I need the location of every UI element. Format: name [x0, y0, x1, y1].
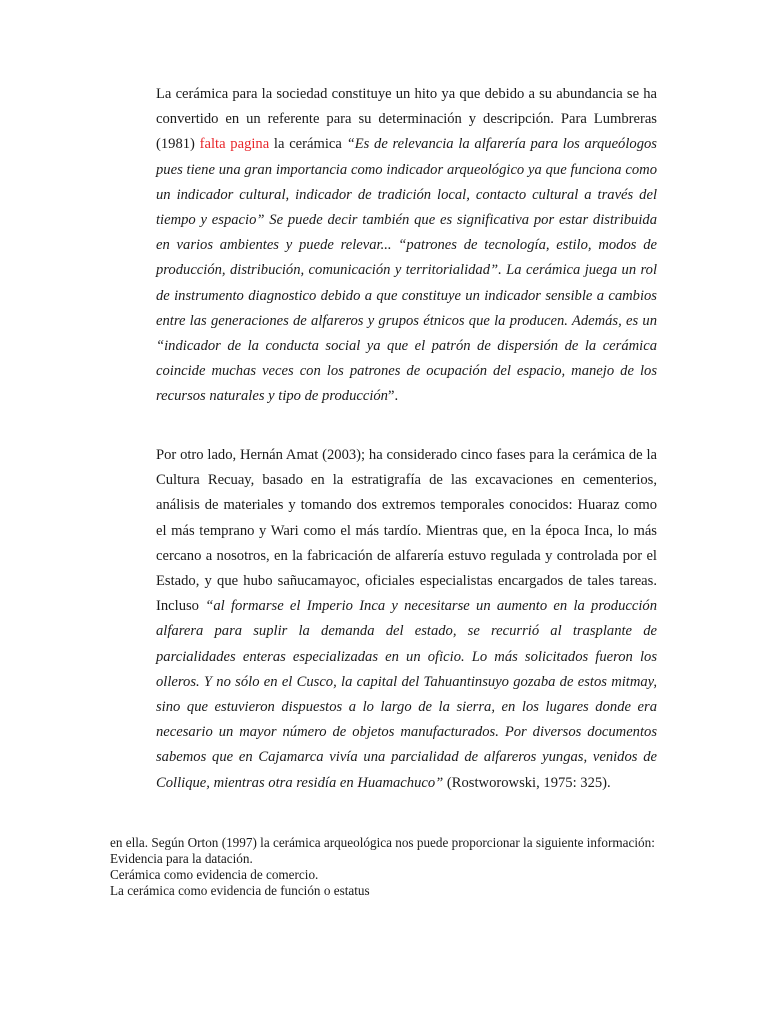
paragraph-text: ”.	[387, 388, 399, 405]
paragraph-text: la cerámica	[269, 136, 347, 153]
paragraph-text: Por otro lado, Hernán Amat (2003); ha considerado cinco fases para la cerámica de la Cultura Recuay, basado en la estratigrafía de las excavaciones en cementerios, análisis de materiales y tomando dos extremos temporales conocidos: Huaraz como el más temprano y Wari como el más tardío. Mientras que, en la época Inca, lo más cercano a nosotros, en la fabricación de alfarería estuvo regulada y controlada por el Estado, y que hubo sañucamayoc, oficiales especialistas encargados de tales tareas. Incluso	[156, 447, 657, 615]
paragraph-ceramica-lumbreras	[156, 82, 657, 410]
paragraph-amat-recuay	[156, 443, 657, 796]
orton-list	[110, 835, 670, 899]
citation-text: (Rostworowski, 1975: 325).	[443, 774, 611, 791]
list-item: Cerámica como evidencia de comercio.	[110, 867, 319, 882]
quoted-text: “Es de relevancia la alfarería para los arqueólogos pues tiene una gran importancia como indicador arqueológico ya que funciona como un indicador cultural, indicador de tradición local, contacto cultural a través del tiempo y espacio” Se puede decir también que es significativa por estar distribuida en varios ambientes y puede relevar... “patrones de tecnología, estilo, modos de producción, distribución, comunicación y territorialidad”. La cerámica juega un rol de instrumento diagnostico debido a que constituye un indicador sensible a cambios entre las generaciones de alfareros y grupos étnicos que la producen. Además, es un “indicador de la conducta social ya que el patrón de dispersión de la cerámica coincide muchas veces con los patrones de ocupación del espacio, manejo de los recursos naturales y tipo de producción	[156, 136, 657, 405]
list-item: Evidencia para la datación.	[110, 851, 253, 866]
paragraph-text: La cerámica para la sociedad constituye un hito ya que debido a su abundancia se ha convertido en un referente para su determinación y descripción. Para Lumbreras (1981)	[156, 86, 657, 153]
missing-page-note: falta pagina	[199, 136, 270, 153]
list-intro: en ella. Según Orton (1997) la cerámica arqueológica nos puede proporcionar la siguiente información:	[110, 835, 655, 850]
list-item: La cerámica como evidencia de función o estatus	[110, 883, 370, 898]
quoted-text: “al formarse el Imperio Inca y necesitarse un aumento en la producción alfarera para suplir la demanda del estado, se recurrió al trasplante de parcialidades enteras especializadas en un oficio. Lo más solicitados fueron los olleros. Y no sólo en el Cusco, la capital del Tahuantinsuyo gozaba de estos mitmay, sino que estuvieron dispuestos a lo largo de la sierra, en los lugares donde era necesario un mayor número de objetos manufacturados. Por diversos documentos sabemos que en Cajamarca vivía una parcialidad de alfareros yungas, venidos de Collique, mientras otra residía en Huamachuco”	[156, 598, 657, 791]
